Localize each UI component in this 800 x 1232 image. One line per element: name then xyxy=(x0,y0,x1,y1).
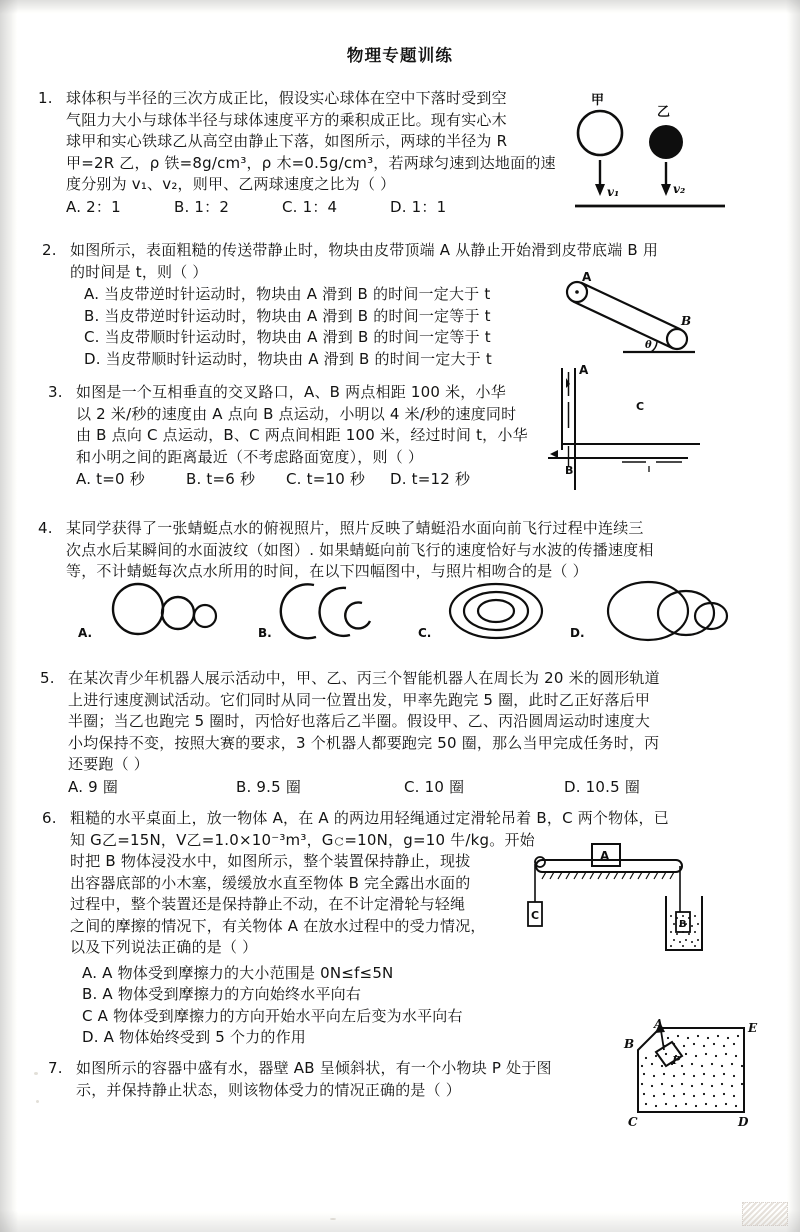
question-2-body xyxy=(70,240,659,370)
question-5-line-4: 小均保持不变，按照大赛的要求，3 个机器人都要跑完 50 圈，那么当甲完成任务时，丙 xyxy=(68,733,660,752)
velocity-arrow-v2-head xyxy=(661,184,671,196)
label-yi: 乙 xyxy=(657,105,671,120)
ripple-d-circle-1 xyxy=(608,582,688,640)
container-label-c: C xyxy=(628,1115,638,1129)
question-2-option-c[interactable]: C. 当皮带顺时针运动时，物块由 A 滑到 B 的时间一定等于 t xyxy=(84,328,491,346)
question-1-number: 1. xyxy=(38,89,53,107)
question-6-line-7: 以及下列说法正确的是（ ） xyxy=(70,938,258,956)
ripple-a-circle-1 xyxy=(113,584,163,634)
question-7-line-1: 如图所示的容器中盛有水，器壁 AB 呈倾斜状，有一个小物块 P 处于图 xyxy=(76,1059,552,1077)
question-2-number: 2. xyxy=(42,241,57,259)
water-dot-texture xyxy=(641,1035,743,1107)
crossroad-label-c: C xyxy=(636,400,645,413)
question-1-option-b[interactable]: B. 1：2 xyxy=(174,197,230,216)
ripple-b-arc-1 xyxy=(281,584,316,638)
water-ripple-option-figures xyxy=(78,575,758,653)
ripple-a-circle-2 xyxy=(162,597,194,629)
question-3-number: 3. xyxy=(48,383,63,401)
question-1-option-d[interactable]: D. 1：1 xyxy=(390,197,447,216)
scan-shadow-bottom xyxy=(0,1210,800,1232)
question-5-line-3: 半圈；当乙也跑完 5 圈时，丙恰好也落后乙半圈。假设甲、乙、丙沿圆周运动时速度大 xyxy=(68,712,651,730)
question-3-line-2: 以 2 米/秒的速度由 A 点向 B 点运动，小明以 4 米/秒的速度同时 xyxy=(76,404,517,423)
question-3-option-d[interactable]: D. t=12 秒 xyxy=(390,470,471,488)
question-3-options xyxy=(76,469,548,491)
ripple-c-circle-2 xyxy=(464,592,528,630)
question-7-body xyxy=(76,1058,608,1101)
water-body xyxy=(668,912,700,948)
ripple-option-label-d: D. xyxy=(570,626,585,640)
scan-shadow-left xyxy=(0,0,18,1232)
question-1-option-a[interactable]: A. 2：1 xyxy=(66,197,121,216)
container-label-a: A xyxy=(654,1017,664,1031)
belt-lower-surface xyxy=(573,301,673,348)
question-3-option-c[interactable]: C. t=10 秒 xyxy=(286,470,366,488)
question-1-line-2: 气阻力大小与球体半径与球体速度平方的乘积成正比。现有实心木 xyxy=(66,110,507,129)
question-7 xyxy=(48,1058,608,1101)
belt-label-b: B xyxy=(681,314,692,328)
scan-shadow-right xyxy=(786,0,800,1232)
question-6-option-a[interactable]: A. A 物体受到摩擦力的大小范围是 0N≤f≤5N xyxy=(82,963,394,982)
question-6-line-5: 过程中，整个装置还是保持静止不动，在不计定滑轮与轻绳 xyxy=(70,895,466,913)
inclined-conveyor-belt-diagram xyxy=(545,268,725,363)
question-3-option-b[interactable]: B. t=6 秒 xyxy=(186,470,256,488)
question-4-line-2: 次点水后某瞬间的水面波纹（如图）. 如果蜻蜓向前飞行的速度恰好与水波的传播速度相 xyxy=(66,540,654,559)
container-label-b: B xyxy=(624,1037,635,1051)
question-5-line-2: 上进行速度测试活动。它们同时从同一位置出发，甲率先跑完 5 圈，此时乙正好落后甲 xyxy=(68,690,651,709)
velocity-label-v1: v₁ xyxy=(607,185,620,199)
question-1-line-1: 球体积与半径的三次方成正比，假设实心球体在空中下落时受到空 xyxy=(66,89,507,107)
ripple-a-circle-3 xyxy=(194,605,216,627)
question-2-option-d[interactable]: D. 当皮带顺时针运动时，物块由 A 滑到 B 的时间一定大于 t xyxy=(84,349,492,368)
question-5-number: 5. xyxy=(40,669,55,687)
top-pulley-axle xyxy=(575,290,579,294)
question-3-option-a[interactable]: A. t=0 秒 xyxy=(76,470,145,488)
question-2 xyxy=(42,240,659,370)
question-6-line-2: 知 G乙=15N，V乙=1.0×10⁻³m³，G𝚌=10N，g=10 牛/kg。开始 xyxy=(70,830,535,849)
question-5-line-5: 还要跑（ ） xyxy=(68,755,149,773)
container-label-e: E xyxy=(748,1021,758,1035)
question-5-line-1: 在某次青少年机器人展示活动中，甲、乙、丙三个智能机器人在周长为 20 米的圆形轨道 xyxy=(68,669,660,687)
crossroad-label-b: B xyxy=(565,464,574,477)
question-5-option-b[interactable]: B. 9.5 圈 xyxy=(236,777,302,796)
ripple-option-label-a: A. xyxy=(78,626,93,640)
velocity-label-v2: v₂ xyxy=(673,182,686,196)
question-1-line-5: 度分别为 v₁、v₂，则甲、乙两球速度之比为（ ） xyxy=(66,175,396,193)
question-1-line-3: 球甲和实心铁球乙从高空由静止下落，如图所示，两球的半径为 R xyxy=(66,132,508,150)
belt-label-a: A xyxy=(582,270,592,284)
question-6-line-3: 时把 B 物体浸没水中，如图所示，整个装置保持静止，现拔 xyxy=(70,852,471,870)
ripple-d-circle-3 xyxy=(695,603,727,629)
perpendicular-crossroad-diagram xyxy=(548,362,748,492)
question-4 xyxy=(38,518,738,583)
question-2-option-b[interactable]: B. 当皮带逆时针运动时，物块由 A 滑到 B 的时间一定等于 t xyxy=(84,306,491,325)
question-3-line-4: 和小明之间的距离最近（不考虑路面宽度），则（ ） xyxy=(76,447,424,466)
question-1-options xyxy=(66,197,568,219)
question-6-option-b[interactable]: B. A 物体受到摩擦力的方向始终水平向右 xyxy=(82,985,362,1003)
belt-angle-label: θ xyxy=(645,340,652,351)
question-2-options xyxy=(70,284,562,370)
corner-stamp xyxy=(742,1202,788,1226)
pulley-table-water-container-diagram xyxy=(524,838,794,966)
container-outline xyxy=(638,1028,744,1112)
crossroad-label-a: A xyxy=(579,363,589,377)
scan-shadow-top xyxy=(0,0,800,14)
question-6-line-6: 之间的摩擦的情况下，有关物体 A 在放水过程中的受力情况， xyxy=(70,916,486,935)
label-jia: 甲 xyxy=(591,93,605,108)
container-label-d: D xyxy=(738,1115,749,1129)
question-7-number: 7. xyxy=(48,1059,63,1077)
hollow-ball-jia xyxy=(578,111,622,155)
question-4-line-3: 等，不计蜻蜓每次点水所用的时间，在以下四幅图中，与照片相吻合的是（ ） xyxy=(66,562,588,580)
question-2-line-2: 的时间是 t，则（ ） xyxy=(70,262,208,281)
page-title: 物理专题训练 xyxy=(346,46,454,65)
question-5-options xyxy=(68,777,750,799)
question-5-option-d[interactable]: D. 10.5 圈 xyxy=(564,777,641,796)
question-2-option-a[interactable]: A. 当皮带逆时针运动时，物块由 A 滑到 B 的时间一定大于 t xyxy=(84,285,491,303)
question-7-line-2: 示，并保持静止状态，则该物体受力的情况正确的是（ ） xyxy=(76,1080,461,1099)
question-6-number: 6. xyxy=(42,809,57,827)
block-p-label: P xyxy=(672,1054,681,1067)
belt-upper-surface xyxy=(581,283,681,330)
slanted-wall-water-container-diagram xyxy=(598,1017,778,1142)
question-3-body xyxy=(76,382,548,491)
question-6-option-d[interactable]: D. A 物体始终受到 5 个力的作用 xyxy=(82,1028,306,1046)
question-5-option-a[interactable]: A. 9 圈 xyxy=(68,777,119,796)
question-4-body xyxy=(66,518,738,583)
question-5-option-c[interactable]: C. 10 圈 xyxy=(404,777,465,796)
question-6-option-c[interactable]: C A 物体受到摩擦力的方向开始水平向左后变为水平向右 xyxy=(82,1006,463,1025)
block-c-label: C xyxy=(531,909,540,922)
question-5-body xyxy=(68,668,750,798)
table-hatching xyxy=(542,872,674,879)
belt-angle-arc xyxy=(651,342,657,352)
question-6-line-4: 出容器底部的小木塞，缓缓放水直至物体 B 完全露出水面的 xyxy=(70,873,471,892)
question-4-number: 4. xyxy=(38,519,53,537)
block-b-label: B xyxy=(679,919,687,930)
block-a-label: A xyxy=(600,849,610,863)
two-falling-balls-diagram xyxy=(565,88,785,218)
question-1-option-c[interactable]: C. 1：4 xyxy=(282,197,338,216)
direction-arrow-left xyxy=(550,450,558,458)
scan-speck-1 xyxy=(34,1072,38,1075)
question-1-line-4: 甲=2R 乙，ρ 铁=8g/cm³，ρ 木=0.5g/cm³，若两球匀速到达地面的速 xyxy=(66,153,556,172)
ripple-option-label-b: B. xyxy=(258,626,272,640)
ripple-option-label-c: C. xyxy=(418,626,432,640)
question-3-line-1: 如图是一个互相垂直的交叉路口，A、B 两点相距 100 米，小华 xyxy=(76,383,506,401)
question-6-line-1: 粗糙的水平桌面上，放一物体 A，在 A 的两边用轻绳通过定滑轮吊着 B，C 两个物体，已 xyxy=(70,809,669,827)
ripple-b-arc-3 xyxy=(345,602,370,628)
scan-speck-2 xyxy=(36,1100,39,1103)
question-1 xyxy=(38,88,568,218)
solid-ball-yi xyxy=(649,125,683,159)
question-3 xyxy=(48,382,548,491)
question-1-body xyxy=(66,88,568,218)
question-5 xyxy=(40,668,750,798)
scan-speck-3 xyxy=(330,1218,336,1220)
velocity-arrow-v1-head xyxy=(595,184,605,196)
question-4-line-1: 某同学获得了一张蜻蜓点水的俯视照片，照片反映了蜻蜓沿水面向前飞行过程中连续三 xyxy=(66,519,644,537)
question-2-line-1: 如图所示，表面粗糙的传送带静止时，物块由皮带顶端 A 从静止开始滑到皮带底端 B 用 xyxy=(70,241,659,259)
question-3-line-3: 由 B 点向 C 点运动，B、C 两点间相距 100 米，经过时间 t，小华 xyxy=(76,426,528,444)
ripple-c-circle-3 xyxy=(478,600,514,622)
